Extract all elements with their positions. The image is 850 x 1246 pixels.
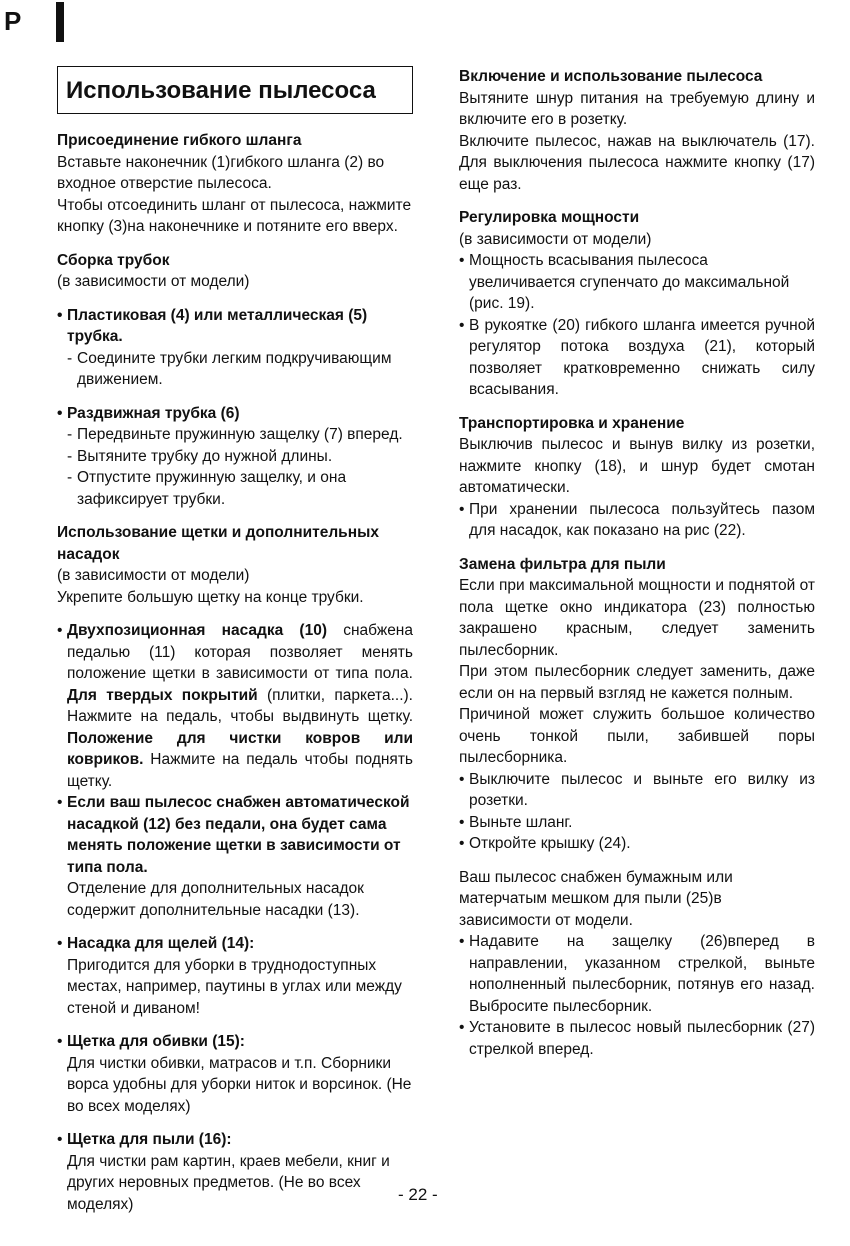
automatic-text: Отделение для дополнительных насадок содержит дополнительные насадки (13). bbox=[67, 880, 364, 919]
brush-bullet-automatic bbox=[57, 792, 413, 921]
tubes-note: (в зависимости от модели) bbox=[57, 273, 250, 290]
two-position-text-2: (плитки, паркета...). Нажмите на педаль, чтобы выдвинуть щетку. bbox=[67, 686, 413, 725]
two-position-text-3: Нажмите на педаль чтобы поднять щетку. bbox=[67, 751, 413, 790]
tubes-bullet-1: • Пластиковая (4) или металлическая (5) трубка. bbox=[57, 305, 413, 348]
transport-heading: Транспортировка и хранение bbox=[459, 414, 685, 432]
power-bullet-1: • Мощность всасывания пылесоса увеличивается сгупенчато до максимальной (рис. 19). bbox=[459, 250, 815, 315]
two-position-text-1: снабжена педалью (11) которая позволяет менять положение щетки в зависимости от типа пола. bbox=[67, 622, 413, 682]
right-column bbox=[459, 66, 815, 1060]
hose-heading: Присоединение гибкого шланга bbox=[57, 132, 302, 149]
two-position-bold-3: Положение для чистки ковров или ковриков. bbox=[67, 729, 413, 768]
filter-bullet-2: • Выньте шланг. bbox=[459, 812, 815, 834]
brush-note: (в зависимости от модели) bbox=[57, 567, 250, 584]
filter-bullet-4: • Надавите на защелку (26)вперед в направлении, указанном стрелкой, выньте нополненный пылесборник, потянув его назад. Выбросите пылесборник. bbox=[459, 931, 815, 1017]
crevice-title: • Насадка для щелей (14): bbox=[67, 935, 255, 952]
upholstery-title: • Щетка для обивки (15): bbox=[67, 1033, 245, 1050]
tubes-bullet-2-dash-1: - Передвиньте пружинную защелку (7) вперед. bbox=[57, 424, 413, 446]
hose-paragraph-1: Вставьте наконечник (1)гибкого шланга (2) во входное отверстие пылесоса. bbox=[57, 153, 385, 192]
tubes-heading: Сборка трубок bbox=[57, 251, 170, 269]
tubes-bullet-2: • Раздвижная трубка (6) bbox=[57, 403, 413, 425]
page-number: - 22 - bbox=[398, 1185, 438, 1204]
crevice-text: Пригодится для уборки в труднодоступных местах, например, паутины в углах или между стеной и диваном! bbox=[67, 956, 402, 1017]
brush-bullet-dust bbox=[57, 1129, 413, 1215]
power-heading: Регулировка мощности bbox=[459, 209, 640, 226]
automatic-bold: • Если ваш пылесос снабжен автоматической насадкой (12) без педали, она будет сама менять положение щетки в зависимости от типа пола. bbox=[67, 794, 410, 876]
brush-heading: Использование щетки и дополнительных насадок bbox=[57, 524, 379, 563]
dust-text: Для чистки рам картин, краев мебели, книг и других неровных предметов. (Не во всех моделях) bbox=[67, 1152, 390, 1213]
filter-bullet-3: • Откройте крышку (24). bbox=[459, 833, 815, 855]
hose-paragraph-2: Чтобы отсоединить шланг от пылесоса, нажмите кнопку (3)на наконечнике и потяните его вверх. bbox=[57, 196, 412, 235]
filter-bullet-1: • Выключите пылесос и выньте его вилку из розетки. bbox=[459, 769, 815, 812]
brush-bullet-two-position bbox=[57, 620, 413, 792]
left-column bbox=[57, 66, 413, 1215]
filter-paragraph-4: Ваш пылесос снабжен бумажным или матерчатым мешком для пыли (25)в зависимости от модели. bbox=[459, 868, 733, 929]
upholstery-text: Для чистки обивки, матрасов и т.п. Сборники ворса удобны для уборки ниток и ворсинок. (Не во всех моделях) bbox=[67, 1054, 412, 1115]
marker-bar bbox=[56, 2, 64, 42]
switch-heading: Включение и использование пылесоса bbox=[459, 68, 763, 85]
power-note: (в зависимости от модели) bbox=[459, 230, 652, 248]
dust-title: • Щетка для пыли (16): bbox=[67, 1131, 232, 1148]
transport-paragraph: Выключив пылесос и вынув вилку из розетки, нажмите кнопку (18), и шнур будет смотан автоматически. bbox=[459, 436, 815, 496]
filter-paragraph-3: Причиной может служить большое количество очень тонкой пыли, забившей поры пылесборника. bbox=[459, 706, 815, 766]
two-position-title: Двухпозиционная насадка (10) bbox=[67, 622, 327, 639]
filter-paragraph-2: При этом пылесборник следует заменить, даже если он на первый взгляд не кажется полным. bbox=[459, 663, 815, 702]
brush-intro: Укрепите большую щетку на конце трубки. bbox=[57, 588, 364, 606]
filter-bullet-5: • Установите в пылесос новый пылесборник (27) стрелкой вперед. bbox=[459, 1017, 815, 1060]
filter-heading: Замена фильтра для пыли bbox=[459, 555, 666, 573]
brush-bullet-crevice bbox=[57, 933, 413, 1019]
filter-paragraph-1: Если при максимальной мощности и поднятой от пола щетке окно индикатора (23) полностью закрашено красным, следует заменить пылесборник. bbox=[459, 577, 815, 659]
page-title: Использование пылесоса bbox=[57, 66, 413, 114]
power-bullet-2: • В рукоятке (20) гибкого шланга имеется ручной регулятор потока воздуха (21), который позволяет кратковременно снижать силу всасывания. bbox=[459, 315, 815, 401]
tubes-bullet-1-dash-1: - Соедините трубки легким подкручивающим движением. bbox=[57, 348, 413, 391]
tubes-bullet-2-dash-2: - Вытяните трубку до нужной длины. bbox=[57, 446, 413, 468]
two-position-bold-2: Для твердых покрытий bbox=[67, 686, 258, 704]
brush-bullet-upholstery bbox=[57, 1031, 413, 1117]
page-section-marker: P bbox=[4, 6, 22, 36]
switch-paragraph-1: Вытяните шнур питания на требуемую длину и включите его в розетку. bbox=[459, 89, 815, 128]
tubes-bullet-2-dash-3: - Отпустите пружинную защелку, и она зафиксирует трубки. bbox=[57, 467, 413, 510]
transport-bullet: • При хранении пылесоса пользуйтесь пазом для насадок, как показано на рис (22). bbox=[459, 499, 815, 542]
switch-paragraph-2: Включите пылесос, нажав на выключатель (17). Для выключения пылесоса нажмите кнопку (17) еще раз. bbox=[459, 132, 815, 193]
